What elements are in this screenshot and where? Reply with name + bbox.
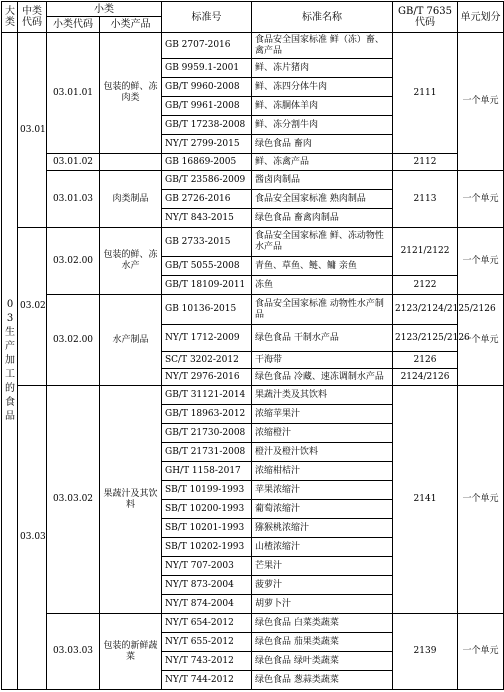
- gbt-code-cell: 2123/2125/2126: [393, 325, 458, 352]
- standard-name-cell: 青鱼、草鱼、鲢、鳙 亲鱼: [252, 257, 393, 276]
- standard-name-cell: 苹果浓缩汁: [252, 481, 393, 500]
- sub-code-cell: 03.03.03: [47, 614, 100, 690]
- standard-name-cell: 鲜、冻禽产品: [252, 154, 393, 171]
- sub-product-cell: 包装的鲜、冻水产: [100, 228, 162, 295]
- table-row: [2, 228, 504, 257]
- standard-no-cell: GB 2733-2015: [162, 228, 252, 257]
- unit-cell: 一个单元: [458, 33, 504, 171]
- standard-no-cell: NY/T 873-2004: [162, 576, 252, 595]
- table-row: [2, 171, 504, 190]
- table-row: [2, 33, 504, 59]
- table-row: [2, 614, 504, 633]
- standard-no-cell: SC/T 3202-2012: [162, 352, 252, 369]
- standard-name-cell: 果蔬汁类及其饮料: [252, 386, 393, 405]
- standard-no-cell: SB/T 10199-1993: [162, 481, 252, 500]
- standard-name-cell: 绿色食品 白菜类蔬菜: [252, 614, 393, 633]
- standard-no-cell: GH/T 1158-2017: [162, 462, 252, 481]
- sub-product-cell: 水产制品: [100, 295, 162, 386]
- gbt-code-cell: 2121/2122: [393, 228, 458, 276]
- standard-no-cell: GB/T 23586-2009: [162, 171, 252, 190]
- gbt-code-cell: 2111: [393, 33, 458, 154]
- header-standard-no: 标准号: [162, 2, 252, 33]
- gbt-code-cell: 2141: [393, 386, 458, 614]
- gbt-code-cell: 2139: [393, 614, 458, 690]
- standards-table-wrapper: [1, 1, 503, 690]
- standard-no-cell: GB/T 31121-2014: [162, 386, 252, 405]
- standard-no-cell: SB/T 10200-1993: [162, 500, 252, 519]
- header-standard-name: 标准名称: [252, 2, 393, 33]
- standard-no-cell: NY/T 1712-2009: [162, 325, 252, 352]
- standard-name-cell: 浓缩柑桔汁: [252, 462, 393, 481]
- sub-code-cell: 03.03.02: [47, 386, 100, 614]
- standard-name-cell: 食品安全国家标准 鲜、冻动物性水产品: [252, 228, 393, 257]
- standard-name-cell: 食品安全国家标准 熟肉制品: [252, 190, 393, 209]
- standard-name-cell: 葡萄浓缩汁: [252, 500, 393, 519]
- standard-no-cell: NY/T 874-2004: [162, 595, 252, 614]
- standard-no-cell: NY/T 743-2012: [162, 652, 252, 671]
- gbt-code-cell: 2123/2124/2125/2126: [393, 295, 458, 325]
- standard-name-cell: 橙汁及橙汁饮料: [252, 443, 393, 462]
- standard-name-cell: 鲜、冻胴体羊肉: [252, 97, 393, 116]
- standard-name-cell: 食品安全国家标准 动物性水产制品: [252, 295, 393, 325]
- standard-no-cell: SB/T 10201-1993: [162, 519, 252, 538]
- standard-no-cell: NY/T 843-2015: [162, 209, 252, 228]
- standard-name-cell: 绿色食品 葱蒜类蔬菜: [252, 671, 393, 690]
- sub-product-cell: 包装的新鲜蔬菜: [100, 614, 162, 690]
- header-row-1: [2, 2, 504, 17]
- standard-no-cell: GB 2726-2016: [162, 190, 252, 209]
- standards-table: [1, 1, 504, 690]
- standard-name-cell: 绿色食品 干制水产品: [252, 325, 393, 352]
- unit-cell: 一个单元: [458, 228, 504, 295]
- standard-no-cell: GB/T 9960-2008: [162, 78, 252, 97]
- standard-name-cell: 山楂浓缩汁: [252, 538, 393, 557]
- header-xiao-lei-code: 小类代码: [47, 17, 100, 33]
- mid-code-cell: 03.02: [18, 228, 47, 386]
- sub-code-cell: 03.01.02: [47, 154, 100, 171]
- standard-no-cell: NY/T 654-2012: [162, 614, 252, 633]
- standard-name-cell: 菠萝汁: [252, 576, 393, 595]
- sub-code-cell: 03.02.00: [47, 228, 100, 295]
- standard-name-cell: 绿色食品 茄果类蔬菜: [252, 633, 393, 652]
- sub-code-cell: 03.01.01: [47, 33, 100, 154]
- sub-code-cell: 03.01.03: [47, 171, 100, 228]
- gbt-code-cell: 2112: [393, 154, 458, 171]
- standard-name-cell: 猕猴桃浓缩汁: [252, 519, 393, 538]
- standard-name-cell: 干海带: [252, 352, 393, 369]
- sub-product-cell: 包装的鲜、冻肉类: [100, 33, 162, 154]
- standard-no-cell: NY/T 744-2012: [162, 671, 252, 690]
- gbt-code-cell: 2126: [393, 352, 458, 369]
- standard-no-cell: NY/T 2976-2016: [162, 369, 252, 386]
- standard-name-cell: 绿色食品 绿叶类蔬菜: [252, 652, 393, 671]
- standard-name-cell: 绿色食品 畜肉: [252, 135, 393, 154]
- standard-no-cell: NY/T 707-2003: [162, 557, 252, 576]
- unit-cell: 一个单元: [458, 295, 504, 386]
- standard-no-cell: NY/T 655-2012: [162, 633, 252, 652]
- header-xiao-lei: 小类: [47, 2, 162, 17]
- header-gbt-code: GB/T 7635 代码: [393, 2, 458, 33]
- mid-code-cell: 03.03: [18, 386, 47, 690]
- sub-product-cell: 果蔬汁及其饮料: [100, 386, 162, 614]
- standard-no-cell: GB 2707-2016: [162, 33, 252, 59]
- standard-no-cell: GB 16869-2005: [162, 154, 252, 171]
- unit-cell: 一个单元: [458, 386, 504, 614]
- standard-name-cell: 芒果汁: [252, 557, 393, 576]
- unit-cell: 一个单元: [458, 171, 504, 228]
- standard-name-cell: 胡萝卜汁: [252, 595, 393, 614]
- standard-name-cell: 绿色食品 冷藏、速冻调制水产品: [252, 369, 393, 386]
- standard-name-cell: 酱卤肉制品: [252, 171, 393, 190]
- standard-no-cell: GB 10136-2015: [162, 295, 252, 325]
- gbt-code-cell: 2124/2126: [393, 369, 458, 386]
- sub-code-cell: 03.02.00: [47, 295, 100, 386]
- standard-name-cell: 食品安全国家标准 鲜（冻）畜、禽产品: [252, 33, 393, 59]
- table-row: [2, 295, 504, 325]
- category-cell: 03生产加工的食品: [2, 33, 18, 690]
- standard-name-cell: 鲜、冻片猪肉: [252, 59, 393, 78]
- standard-name-cell: 冻鱼: [252, 276, 393, 295]
- mid-code-cell: 03.01: [18, 33, 47, 228]
- standard-no-cell: GB/T 18963-2012: [162, 405, 252, 424]
- table-row: [2, 386, 504, 405]
- standard-no-cell: GB 9959.1-2001: [162, 59, 252, 78]
- standard-no-cell: GB/T 9961-2008: [162, 97, 252, 116]
- header-unit-division: 单元划分: [458, 2, 504, 33]
- standard-no-cell: SB/T 10202-1993: [162, 538, 252, 557]
- standard-name-cell: 鲜、冻四分体牛肉: [252, 78, 393, 97]
- header-xiao-lei-product: 小类产品: [100, 17, 162, 33]
- standard-name-cell: 鲜、冻分割牛肉: [252, 116, 393, 135]
- sub-product-cell: 肉类制品: [100, 171, 162, 228]
- standard-no-cell: GB/T 21731-2008: [162, 443, 252, 462]
- standard-no-cell: GB/T 17238-2008: [162, 116, 252, 135]
- gbt-code-cell: 2113: [393, 171, 458, 228]
- standard-name-cell: 浓缩苹果汁: [252, 405, 393, 424]
- unit-cell: 一个单元: [458, 614, 504, 690]
- standard-no-cell: GB/T 21730-2008: [162, 424, 252, 443]
- standard-name-cell: 浓缩橙汁: [252, 424, 393, 443]
- table-row: [2, 154, 504, 171]
- standard-no-cell: GB/T 5055-2008: [162, 257, 252, 276]
- gbt-code-cell: 2122: [393, 276, 458, 295]
- standard-no-cell: NY/T 2799-2015: [162, 135, 252, 154]
- header-da-lei: 大类: [2, 2, 18, 33]
- header-zhong-lei: 中类代码: [18, 2, 47, 33]
- standard-no-cell: GB/T 18109-2011: [162, 276, 252, 295]
- sub-product-cell: [100, 154, 162, 171]
- standard-name-cell: 绿色食品 畜禽肉制品: [252, 209, 393, 228]
